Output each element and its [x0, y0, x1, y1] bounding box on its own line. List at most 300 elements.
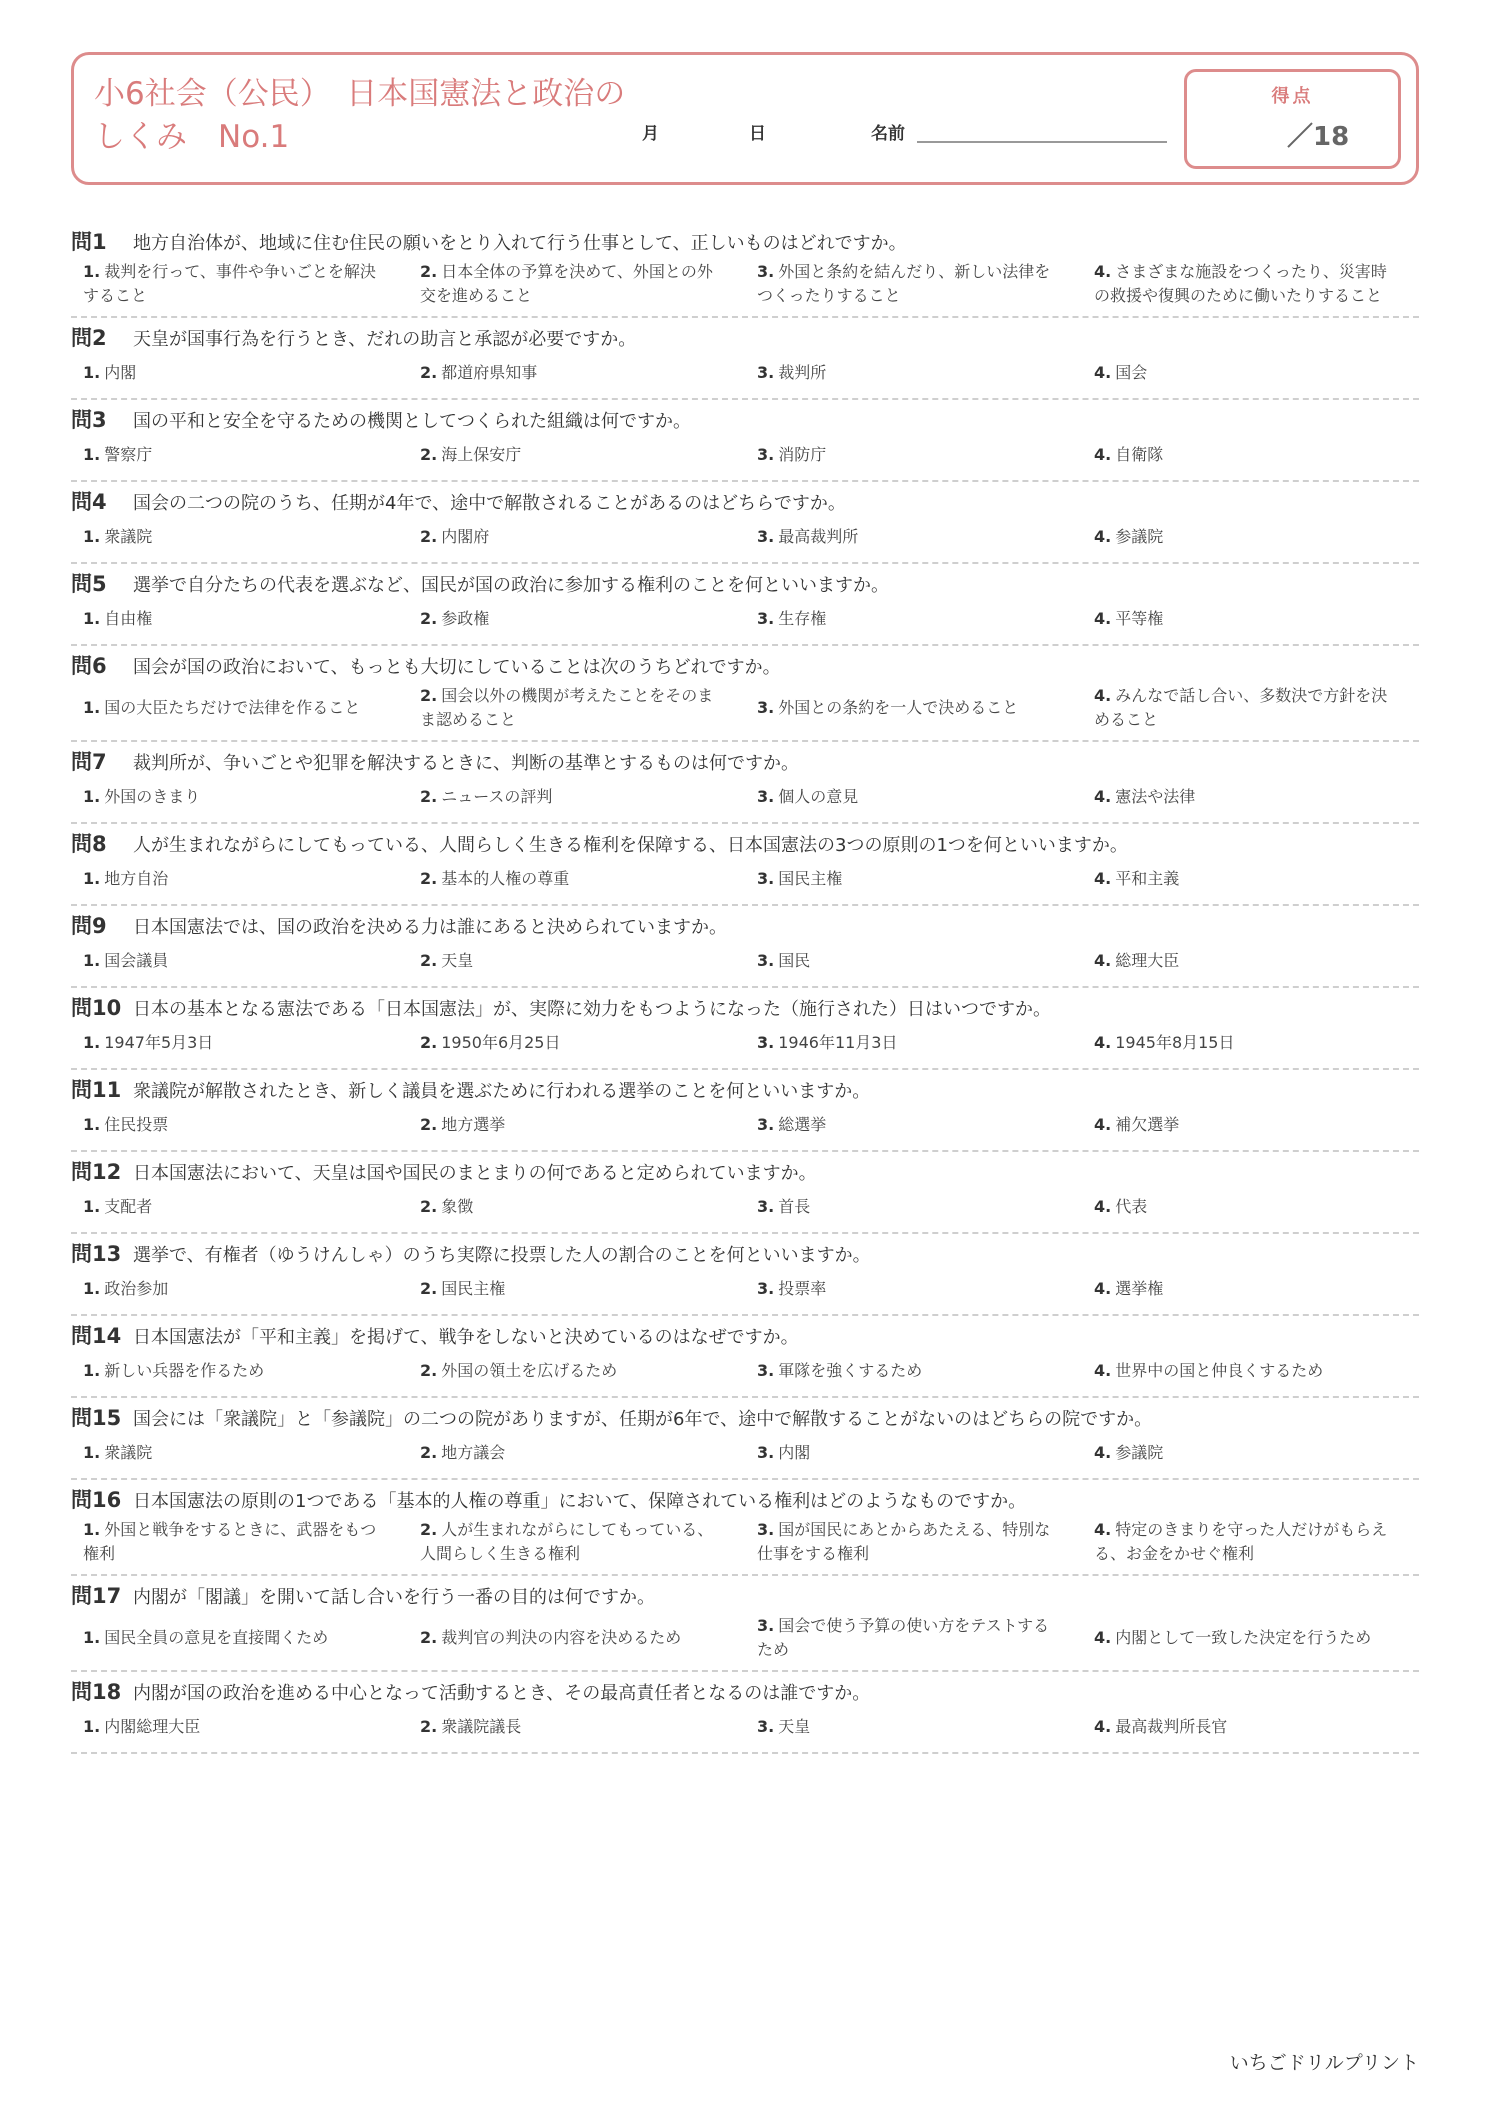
answer-choice[interactable] — [745, 1614, 1082, 1662]
question-item — [71, 1070, 1419, 1152]
answer-choice[interactable] — [71, 1359, 408, 1383]
choice-text: 消防庁 — [778, 445, 827, 464]
choice-text: 国民 — [778, 951, 811, 970]
choice-number: 4. — [1094, 609, 1112, 628]
question-item — [71, 742, 1419, 824]
choice-number: 1. — [83, 1520, 101, 1539]
choice-text: 外国と条約を結んだり、新しい法律をつくったりすること — [757, 262, 1051, 305]
answer-choice[interactable] — [1082, 684, 1419, 732]
choice-number: 1. — [83, 445, 101, 464]
name-field-line[interactable] — [917, 141, 1167, 143]
question-text: 選挙で自分たちの代表を選ぶなど、国民が国の政治に参加する権利のことを何といいますか。 — [133, 575, 889, 596]
choice-text: 外国のきまり — [104, 787, 201, 806]
choice-row — [71, 944, 1419, 978]
answer-choice[interactable] — [745, 361, 1082, 385]
choice-row — [71, 1026, 1419, 1060]
choice-number: 1. — [83, 698, 101, 717]
answer-choice[interactable] — [1082, 260, 1419, 308]
answer-choice[interactable] — [745, 1441, 1082, 1465]
choice-number: 3. — [757, 1443, 775, 1462]
answer-choice[interactable] — [71, 1518, 408, 1566]
choice-text: 支配者 — [104, 1197, 153, 1216]
choice-number: 4. — [1094, 686, 1112, 705]
day-label: 日 — [749, 124, 766, 144]
choice-text: 象徴 — [441, 1197, 474, 1216]
question-number: 問4 — [71, 490, 107, 514]
question-text: 国の平和と安全を守るための機関としてつくられた組織は何ですか。 — [133, 411, 691, 432]
answer-choice[interactable] — [1082, 949, 1419, 973]
answer-choice[interactable] — [1082, 1031, 1419, 1055]
choice-text: 参政権 — [441, 609, 490, 628]
question-item — [71, 1480, 1419, 1576]
answer-choice[interactable] — [71, 443, 408, 467]
choice-number: 2. — [420, 1520, 438, 1539]
question-line — [71, 910, 1419, 940]
choice-text: 1946年11月3日 — [778, 1033, 898, 1052]
answer-choice[interactable] — [745, 1113, 1082, 1137]
question-number: 問11 — [71, 1078, 122, 1102]
choice-row — [71, 780, 1419, 814]
question-line — [71, 992, 1419, 1022]
choice-text: 衆議院 — [104, 1443, 153, 1462]
choice-number: 1. — [83, 1033, 101, 1052]
choice-number: 2. — [420, 1033, 438, 1052]
answer-choice[interactable] — [71, 1195, 408, 1219]
choice-number: 2. — [420, 1279, 438, 1298]
question-number: 問12 — [71, 1160, 122, 1184]
choice-text: 個人の意見 — [778, 787, 859, 806]
choice-number: 3. — [757, 1115, 775, 1134]
answer-choice[interactable] — [745, 443, 1082, 467]
choice-text: 総選挙 — [778, 1115, 827, 1134]
question-item — [71, 400, 1419, 482]
choice-number: 4. — [1094, 787, 1112, 806]
choice-number: 4. — [1094, 1717, 1112, 1736]
choice-number: 3. — [757, 869, 775, 888]
choice-text: 外国の領土を広げるため — [441, 1361, 618, 1380]
question-line — [71, 322, 1419, 352]
answer-choice[interactable] — [745, 867, 1082, 891]
question-text: 裁判所が、争いごとや犯罪を解決するときに、判断の基準とするものは何ですか。 — [133, 753, 799, 774]
choice-text: 内閣府 — [441, 527, 490, 546]
answer-choice[interactable] — [71, 696, 408, 720]
choice-number: 2. — [420, 1717, 438, 1736]
answer-choice[interactable] — [745, 1277, 1082, 1301]
question-number: 問18 — [71, 1680, 122, 1704]
choice-row — [71, 1436, 1419, 1470]
choice-number: 3. — [757, 1616, 775, 1635]
choice-number: 1. — [83, 787, 101, 806]
choice-text: 都道府県知事 — [441, 363, 538, 382]
choice-number: 2. — [420, 1628, 438, 1647]
choice-text: 人が生まれながらにしてもっている、人間らしく生きる権利 — [420, 1520, 714, 1563]
choice-number: 3. — [757, 445, 775, 464]
choice-number: 1. — [83, 262, 101, 281]
answer-choice[interactable] — [71, 949, 408, 973]
question-line — [71, 1402, 1419, 1432]
question-item — [71, 988, 1419, 1070]
choice-number: 4. — [1094, 1033, 1112, 1052]
choice-number: 4. — [1094, 363, 1112, 382]
choice-text: 国民主権 — [778, 869, 843, 888]
choice-text: 最高裁判所長官 — [1115, 1717, 1228, 1736]
choice-text: みんなで話し合い、多数決で方針を決めること — [1094, 686, 1388, 729]
choice-number: 4. — [1094, 1279, 1112, 1298]
choice-text: 政治参加 — [104, 1279, 169, 1298]
answer-choice[interactable] — [408, 684, 745, 732]
worksheet-header — [71, 52, 1419, 185]
month-label: 月 — [642, 124, 659, 144]
choice-text: 国が国民にあとからあたえる、特別な仕事をする権利 — [757, 1520, 1051, 1563]
question-item — [71, 1234, 1419, 1316]
question-number: 問15 — [71, 1406, 122, 1430]
question-item — [71, 1152, 1419, 1234]
choice-number: 4. — [1094, 951, 1112, 970]
answer-choice[interactable] — [745, 1359, 1082, 1383]
choice-number: 2. — [420, 363, 438, 382]
name-label: 名前 — [871, 124, 905, 144]
question-text: 内閣が国の政治を進める中心となって活動するとき、その最高責任者となるのは誰ですか。 — [133, 1683, 871, 1704]
choice-number: 2. — [420, 1197, 438, 1216]
question-item — [71, 1672, 1419, 1754]
choice-number: 1. — [83, 1197, 101, 1216]
choice-row — [71, 862, 1419, 896]
choice-number: 3. — [757, 951, 775, 970]
question-number: 問17 — [71, 1584, 122, 1608]
question-number: 問8 — [71, 832, 107, 856]
answer-choice[interactable] — [408, 1518, 745, 1566]
choice-number: 4. — [1094, 445, 1112, 464]
answer-choice[interactable] — [408, 785, 745, 809]
answer-choice[interactable] — [408, 1359, 745, 1383]
answer-choice[interactable] — [408, 867, 745, 891]
choice-text: 自由権 — [104, 609, 153, 628]
question-line — [71, 568, 1419, 598]
choice-text: 参議院 — [1115, 1443, 1164, 1462]
choice-row — [71, 1518, 1419, 1566]
question-text: 選挙で、有権者（ゆうけんしゃ）のうち実際に投票した人の割合のことを何といいますか。 — [133, 1245, 871, 1266]
question-line — [71, 1238, 1419, 1268]
answer-choice[interactable] — [1082, 1715, 1419, 1739]
question-number: 問1 — [71, 230, 107, 254]
question-item — [71, 906, 1419, 988]
question-text: 日本の基本となる憲法である「日本国憲法」が、実際に効力をもつようになった（施行された）日はいつですか。 — [133, 999, 1051, 1020]
answer-choice[interactable] — [1082, 1113, 1419, 1137]
answer-choice[interactable] — [408, 361, 745, 385]
choice-number: 3. — [757, 787, 775, 806]
choice-text: 生存権 — [778, 609, 827, 628]
answer-choice[interactable] — [71, 607, 408, 631]
choice-text: 軍隊を強くするため — [778, 1361, 923, 1380]
choice-number: 3. — [757, 262, 775, 281]
question-list — [71, 222, 1419, 1754]
question-text: 日本国憲法において、天皇は国や国民のまとまりの何であると定められていますか。 — [133, 1163, 817, 1184]
choice-text: 警察庁 — [104, 445, 153, 464]
answer-choice[interactable] — [745, 1715, 1082, 1739]
question-line — [71, 226, 1419, 256]
answer-choice[interactable] — [408, 260, 745, 308]
footer-brand: いちごドリルプリント — [1229, 2052, 1419, 2074]
choice-row — [71, 1614, 1419, 1662]
answer-choice[interactable] — [745, 1518, 1082, 1566]
choice-number: 1. — [83, 527, 101, 546]
choice-number: 4. — [1094, 262, 1112, 281]
answer-choice[interactable] — [745, 1195, 1082, 1219]
score-box — [1184, 69, 1401, 169]
choice-number: 2. — [420, 609, 438, 628]
answer-choice[interactable] — [71, 867, 408, 891]
choice-text: 日本全体の予算を決めて、外国との外交を進めること — [420, 262, 713, 305]
question-number: 問3 — [71, 408, 107, 432]
choice-text: 特定のきまりを守った人だけがもらえる、お金をかせぐ権利 — [1094, 1520, 1388, 1563]
choice-number: 3. — [757, 609, 775, 628]
answer-choice[interactable] — [745, 525, 1082, 549]
choice-number: 3. — [757, 1033, 775, 1052]
choice-text: 国会以外の機関が考えたことをそのまま認めること — [420, 686, 714, 729]
choice-number: 1. — [83, 363, 101, 382]
answer-choice[interactable] — [1082, 1359, 1419, 1383]
choice-number: 3. — [757, 1361, 775, 1380]
choice-text: 平和主義 — [1115, 869, 1180, 888]
choice-number: 2. — [420, 1443, 438, 1462]
choice-number: 2. — [420, 869, 438, 888]
answer-choice[interactable] — [1082, 867, 1419, 891]
question-line — [71, 1580, 1419, 1610]
question-line — [71, 404, 1419, 434]
answer-choice[interactable] — [408, 443, 745, 467]
question-text: 人が生まれながらにしてもっている、人間らしく生きる権利を保障する、日本国憲法の3つの原則の1つを何といいますか。 — [133, 835, 1128, 856]
choice-number: 3. — [757, 1717, 775, 1736]
question-text: 国会が国の政治において、もっとも大切にしていることは次のうちどれですか。 — [133, 657, 781, 678]
question-text: 日本国憲法では、国の政治を決める力は誰にあると決められていますか。 — [133, 917, 727, 938]
answer-choice[interactable] — [745, 607, 1082, 631]
answer-choice[interactable] — [71, 1441, 408, 1465]
question-number: 問7 — [71, 750, 107, 774]
choice-text: 天皇 — [778, 1717, 811, 1736]
question-number: 問2 — [71, 326, 107, 350]
question-text: 衆議院が解散されたとき、新しく議員を選ぶために行われる選挙のことを何といいますか。 — [133, 1081, 871, 1102]
choice-number: 4. — [1094, 1115, 1112, 1134]
choice-number: 4. — [1094, 1520, 1112, 1539]
choice-number: 2. — [420, 527, 438, 546]
answer-choice[interactable] — [408, 949, 745, 973]
choice-text: 地方議会 — [441, 1443, 506, 1462]
choice-text: 国会で使う予算の使い方をテストするため — [757, 1616, 1050, 1659]
choice-number: 1. — [83, 869, 101, 888]
question-line — [71, 1074, 1419, 1104]
answer-choice[interactable] — [71, 260, 408, 308]
choice-row — [71, 684, 1419, 732]
question-item — [71, 222, 1419, 318]
choice-row — [71, 1272, 1419, 1306]
choice-number: 1. — [83, 1443, 101, 1462]
question-line — [71, 746, 1419, 776]
choice-text: 内閣 — [778, 1443, 811, 1462]
question-item — [71, 1316, 1419, 1398]
question-item — [71, 482, 1419, 564]
choice-number: 3. — [757, 1520, 775, 1539]
question-item — [71, 646, 1419, 742]
choice-text: 天皇 — [441, 951, 474, 970]
answer-choice[interactable] — [408, 1113, 745, 1137]
question-item — [71, 1576, 1419, 1672]
choice-text: 衆議院 — [104, 527, 153, 546]
answer-choice[interactable] — [71, 1715, 408, 1739]
choice-text: 国民主権 — [441, 1279, 506, 1298]
answer-choice[interactable] — [1082, 1277, 1419, 1301]
choice-number: 4. — [1094, 1361, 1112, 1380]
answer-choice[interactable] — [1082, 525, 1419, 549]
choice-text: 自衛隊 — [1115, 445, 1164, 464]
choice-text: 1950年6月25日 — [441, 1033, 561, 1052]
choice-number: 3. — [757, 1279, 775, 1298]
answer-choice[interactable] — [408, 607, 745, 631]
answer-choice[interactable] — [71, 1031, 408, 1055]
question-item — [71, 1398, 1419, 1480]
choice-number: 1. — [83, 1115, 101, 1134]
answer-choice[interactable] — [1082, 1626, 1419, 1650]
choice-text: 最高裁判所 — [778, 527, 859, 546]
answer-choice[interactable] — [71, 1277, 408, 1301]
question-text: 内閣が「閣議」を開いて話し合いを行う一番の目的は何ですか。 — [133, 1587, 655, 1608]
answer-choice[interactable] — [745, 785, 1082, 809]
score-label: 得点 — [1271, 86, 1314, 107]
choice-text: 新しい兵器を作るため — [104, 1361, 265, 1380]
question-line — [71, 828, 1419, 858]
answer-choice[interactable] — [745, 1031, 1082, 1055]
answer-choice[interactable] — [408, 1626, 745, 1650]
answer-choice[interactable] — [408, 1031, 745, 1055]
choice-number: 3. — [757, 363, 775, 382]
answer-choice[interactable] — [745, 260, 1082, 308]
question-text: 日本国憲法が「平和主義」を掲げて、戦争をしないと決めているのはなぜですか。 — [133, 1327, 799, 1348]
answer-choice[interactable] — [1082, 361, 1419, 385]
answer-choice[interactable] — [71, 785, 408, 809]
choice-text: 憲法や法律 — [1115, 787, 1196, 806]
answer-choice[interactable] — [408, 525, 745, 549]
answer-choice[interactable] — [1082, 443, 1419, 467]
choice-row — [71, 1710, 1419, 1744]
choice-text: 地方自治 — [104, 869, 169, 888]
question-number: 問13 — [71, 1242, 122, 1266]
choice-text: 代表 — [1115, 1197, 1148, 1216]
question-text: 地方自治体が、地域に住む住民の願いをとり入れて行う仕事として、正しいものはどれですか。 — [133, 233, 907, 254]
choice-text: 総理大臣 — [1115, 951, 1180, 970]
choice-text: 参議院 — [1115, 527, 1164, 546]
choice-number: 3. — [757, 698, 775, 717]
question-item — [71, 318, 1419, 400]
answer-choice[interactable] — [1082, 1518, 1419, 1566]
choice-number: 2. — [420, 686, 438, 705]
question-number: 問6 — [71, 654, 107, 678]
answer-choice[interactable] — [745, 949, 1082, 973]
question-text: 日本国憲法の原則の1つである「基本的人権の尊重」において、保障されている権利はどのようなものですか。 — [133, 1491, 1027, 1512]
choice-row — [71, 438, 1419, 472]
answer-choice[interactable] — [408, 1715, 745, 1739]
answer-choice[interactable] — [408, 1277, 745, 1301]
choice-number: 2. — [420, 951, 438, 970]
answer-choice[interactable] — [745, 696, 1082, 720]
question-line — [71, 486, 1419, 516]
choice-row — [71, 1108, 1419, 1142]
choice-text: 海上保安庁 — [441, 445, 522, 464]
worksheet-title: 小6社会（公民） 日本国憲法と政治のしくみ No.1 — [94, 76, 626, 155]
choice-text: ニュースの評判 — [441, 787, 553, 806]
choice-text: 補欠選挙 — [1115, 1115, 1180, 1134]
choice-number: 3. — [757, 1197, 775, 1216]
choice-text: 内閣として一致した決定を行うため — [1115, 1628, 1372, 1647]
answer-choice[interactable] — [408, 1441, 745, 1465]
answer-choice[interactable] — [71, 525, 408, 549]
choice-text: 国の大臣たちだけで法律を作ること — [104, 698, 361, 717]
choice-text: 1945年8月15日 — [1115, 1033, 1235, 1052]
choice-text: 平等権 — [1115, 609, 1164, 628]
question-item — [71, 564, 1419, 646]
answer-choice[interactable] — [1082, 1441, 1419, 1465]
choice-row — [71, 356, 1419, 390]
question-line — [71, 1676, 1419, 1706]
choice-text: 選挙権 — [1115, 1279, 1164, 1298]
choice-text: 裁判を行って、事件や争いごとを解決すること — [83, 262, 376, 305]
choice-text: 国民全員の意見を直接聞くため — [104, 1628, 329, 1647]
answer-choice[interactable] — [1082, 785, 1419, 809]
answer-choice[interactable] — [71, 1113, 408, 1137]
choice-number: 2. — [420, 1361, 438, 1380]
choice-row — [71, 520, 1419, 554]
choice-text: 外国と戦争をするときに、武器をもつ権利 — [83, 1520, 377, 1563]
choice-number: 1. — [83, 1361, 101, 1380]
choice-text: 外国との条約を一人で決めること — [778, 698, 1019, 717]
choice-text: 世界中の国と仲良くするため — [1115, 1361, 1324, 1380]
choice-text: 基本的人権の尊重 — [441, 869, 570, 888]
answer-choice[interactable] — [71, 361, 408, 385]
question-number: 問16 — [71, 1488, 122, 1512]
choice-number: 1. — [83, 609, 101, 628]
choice-number: 2. — [420, 445, 438, 464]
choice-text: 首長 — [778, 1197, 811, 1216]
choice-number: 1. — [83, 1717, 101, 1736]
question-number: 問14 — [71, 1324, 122, 1348]
answer-choice[interactable] — [71, 1626, 408, 1650]
choice-number: 2. — [420, 1115, 438, 1134]
choice-text: 裁判官の判決の内容を決めるため — [441, 1628, 682, 1647]
choice-text: 国会 — [1115, 363, 1148, 382]
question-line — [71, 650, 1419, 680]
choice-number: 4. — [1094, 527, 1112, 546]
choice-text: 住民投票 — [104, 1115, 169, 1134]
choice-number: 1. — [83, 1628, 101, 1647]
choice-number: 3. — [757, 527, 775, 546]
choice-text: 内閣 — [104, 363, 137, 382]
choice-text: 内閣総理大臣 — [104, 1717, 201, 1736]
choice-row — [71, 260, 1419, 308]
question-text: 天皇が国事行為を行うとき、だれの助言と承認が必要ですか。 — [133, 329, 637, 350]
choice-number: 1. — [83, 951, 101, 970]
question-line — [71, 1320, 1419, 1350]
score-total: ／18 — [1287, 122, 1350, 152]
answer-choice[interactable] — [1082, 607, 1419, 631]
choice-row — [71, 1190, 1419, 1224]
question-text: 国会には「衆議院」と「参議院」の二つの院がありますが、任期が6年で、途中で解散することがないのはどちらの院ですか。 — [133, 1409, 1153, 1430]
choice-row — [71, 602, 1419, 636]
question-number: 問5 — [71, 572, 107, 596]
choice-number: 4. — [1094, 1443, 1112, 1462]
choice-text: 1947年5月3日 — [104, 1033, 214, 1052]
answer-choice[interactable] — [1082, 1195, 1419, 1219]
answer-choice[interactable] — [408, 1195, 745, 1219]
question-number: 問10 — [71, 996, 122, 1020]
choice-row — [71, 1354, 1419, 1388]
